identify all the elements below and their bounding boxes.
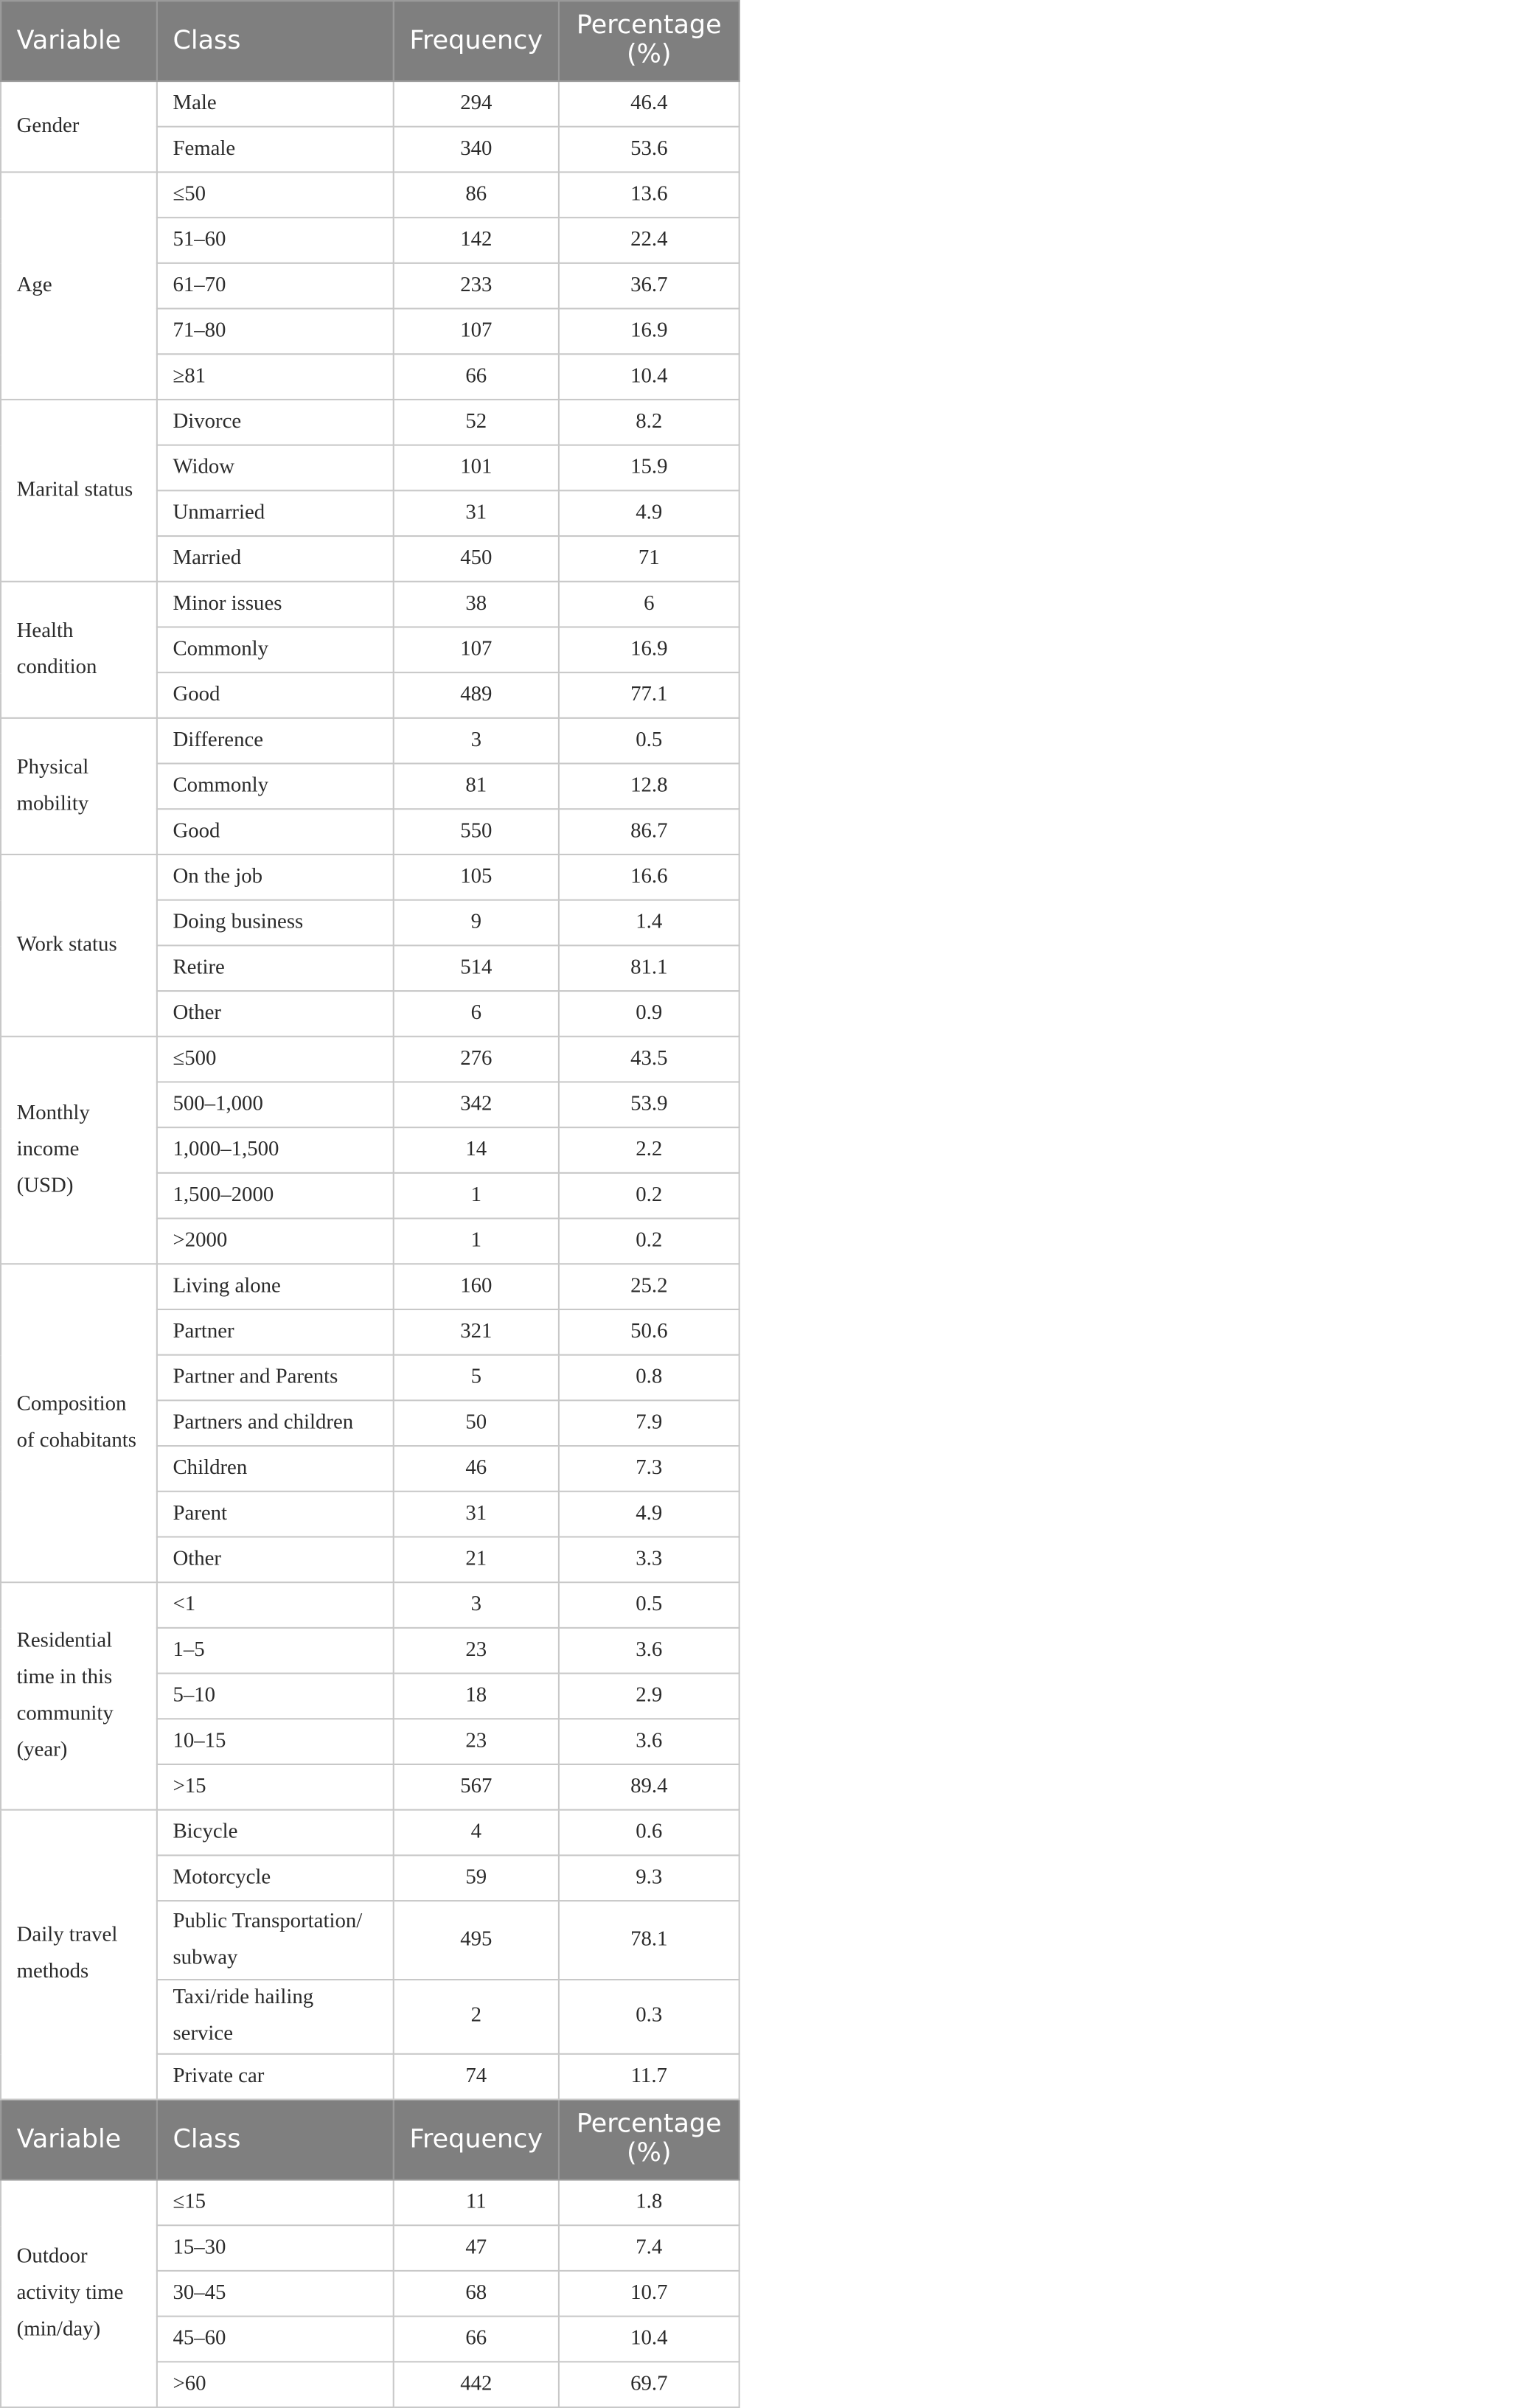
frequency-cell: 3 xyxy=(394,718,559,764)
variable-cell: Physical mobility xyxy=(1,718,157,855)
class-cell: On the job xyxy=(157,855,394,900)
table-row xyxy=(1,2180,740,2226)
variable-cell: Monthly income (USD) xyxy=(1,1037,157,1264)
class-cell: Private car xyxy=(157,2054,394,2100)
frequency-cell: 107 xyxy=(394,309,559,355)
class-cell: ≤50 xyxy=(157,172,394,218)
table-row xyxy=(1,582,740,627)
percentage-cell: 8.2 xyxy=(559,400,740,445)
class-cell: ≤500 xyxy=(157,1037,394,1082)
frequency-cell: 550 xyxy=(394,809,559,855)
frequency-cell: 31 xyxy=(394,1492,559,1537)
variable-cell: Composition of cohabitants xyxy=(1,1264,157,1582)
percentage-cell: 50.6 xyxy=(559,1309,740,1355)
class-cell: Commonly xyxy=(157,764,394,810)
frequency-cell: 38 xyxy=(394,582,559,627)
class-cell: Partner xyxy=(157,1309,394,1355)
class-cell: Good xyxy=(157,809,394,855)
class-cell: Living alone xyxy=(157,1264,394,1309)
frequency-cell: 342 xyxy=(394,1082,559,1127)
class-cell: Male xyxy=(157,81,394,127)
frequency-cell: 4 xyxy=(394,1810,559,1856)
variable-cell: Gender xyxy=(1,81,157,172)
percentage-cell: 16.9 xyxy=(559,309,740,355)
percentage-cell: 7.3 xyxy=(559,1446,740,1492)
percentage-cell: 0.6 xyxy=(559,1810,740,1856)
class-cell: Good xyxy=(157,672,394,718)
class-cell: 71–80 xyxy=(157,309,394,355)
percentage-cell: 12.8 xyxy=(559,764,740,810)
class-cell: Taxi/ride hailing service xyxy=(157,1980,394,2054)
frequency-cell: 101 xyxy=(394,445,559,491)
class-cell: Widow xyxy=(157,445,394,491)
variable-cell: Residential time in this community (year) xyxy=(1,1582,157,1810)
frequency-cell: 142 xyxy=(394,218,559,263)
frequency-cell: 450 xyxy=(394,536,559,582)
variable-cell: Age xyxy=(1,172,157,400)
frequency-cell: 14 xyxy=(394,1127,559,1173)
percentage-cell: 9.3 xyxy=(559,1855,740,1901)
class-cell: Female xyxy=(157,127,394,173)
variable-cell: Health condition xyxy=(1,582,157,718)
class-cell: ≥81 xyxy=(157,354,394,400)
class-cell: >15 xyxy=(157,1764,394,1810)
percentage-cell: 2.9 xyxy=(559,1674,740,1719)
class-cell: Public Transportation/ subway xyxy=(157,1901,394,1980)
frequency-cell: 495 xyxy=(394,1901,559,1980)
frequency-cell: 31 xyxy=(394,490,559,536)
percentage-cell: 71 xyxy=(559,536,740,582)
percentage-cell: 25.2 xyxy=(559,1264,740,1309)
percentage-cell: 10.7 xyxy=(559,2271,740,2317)
class-cell: Other xyxy=(157,1537,394,1582)
percentage-cell: 7.9 xyxy=(559,1400,740,1446)
table-row xyxy=(1,855,740,900)
header-frequency: Frequency xyxy=(394,2100,559,2180)
table-row xyxy=(1,400,740,445)
frequency-cell: 23 xyxy=(394,1719,559,1764)
percentage-cell: 36.7 xyxy=(559,263,740,309)
class-cell: 61–70 xyxy=(157,263,394,309)
frequency-cell: 2 xyxy=(394,1980,559,2054)
class-cell: <1 xyxy=(157,1582,394,1628)
percentage-cell: 77.1 xyxy=(559,672,740,718)
table-row xyxy=(1,1810,740,1856)
frequency-cell: 233 xyxy=(394,263,559,309)
class-cell: 5–10 xyxy=(157,1674,394,1719)
frequency-cell: 160 xyxy=(394,1264,559,1309)
percentage-cell: 0.9 xyxy=(559,991,740,1037)
frequency-cell: 86 xyxy=(394,172,559,218)
percentage-cell: 4.9 xyxy=(559,1492,740,1537)
percentage-cell: 0.5 xyxy=(559,718,740,764)
percentage-cell: 10.4 xyxy=(559,2317,740,2362)
percentage-cell: 0.2 xyxy=(559,1173,740,1219)
frequency-cell: 47 xyxy=(394,2225,559,2271)
class-cell: 15–30 xyxy=(157,2225,394,2271)
header-percentage: Percentage (%) xyxy=(559,1,740,81)
table-header-row-repeat xyxy=(1,2100,740,2180)
frequency-cell: 514 xyxy=(394,945,559,991)
frequency-cell: 23 xyxy=(394,1628,559,1674)
percentage-cell: 13.6 xyxy=(559,172,740,218)
percentage-cell: 2.2 xyxy=(559,1127,740,1173)
table-row xyxy=(1,1582,740,1628)
variable-cell: Daily travel methods xyxy=(1,1810,157,2100)
frequency-cell: 567 xyxy=(394,1764,559,1810)
class-cell: 45–60 xyxy=(157,2317,394,2362)
frequency-cell: 105 xyxy=(394,855,559,900)
class-cell: Divorce xyxy=(157,400,394,445)
frequency-cell: 74 xyxy=(394,2054,559,2100)
percentage-cell: 89.4 xyxy=(559,1764,740,1810)
percentage-cell: 16.9 xyxy=(559,627,740,672)
percentage-cell: 16.6 xyxy=(559,855,740,900)
class-cell: Unmarried xyxy=(157,490,394,536)
percentage-cell: 0.5 xyxy=(559,1582,740,1628)
frequency-cell: 442 xyxy=(394,2362,559,2407)
percentage-cell: 4.9 xyxy=(559,490,740,536)
class-cell: 10–15 xyxy=(157,1719,394,1764)
percentage-cell: 53.6 xyxy=(559,127,740,173)
class-cell: Parent xyxy=(157,1492,394,1537)
frequency-cell: 52 xyxy=(394,400,559,445)
frequency-cell: 68 xyxy=(394,2271,559,2317)
class-cell: Partners and children xyxy=(157,1400,394,1446)
variable-cell: Marital status xyxy=(1,400,157,582)
class-cell: Commonly xyxy=(157,627,394,672)
percentage-cell: 78.1 xyxy=(559,1901,740,1980)
header-variable: Variable xyxy=(1,1,157,81)
class-cell: 1,000–1,500 xyxy=(157,1127,394,1173)
table-row xyxy=(1,1264,740,1309)
table-row xyxy=(1,1037,740,1082)
class-cell: 30–45 xyxy=(157,2271,394,2317)
percentage-cell: 1.8 xyxy=(559,2180,740,2226)
percentage-cell: 6 xyxy=(559,582,740,627)
class-cell: 500–1,000 xyxy=(157,1082,394,1127)
frequency-cell: 1 xyxy=(394,1173,559,1219)
frequency-cell: 294 xyxy=(394,81,559,127)
class-cell: Doing business xyxy=(157,900,394,946)
percentage-cell: 15.9 xyxy=(559,445,740,491)
percentage-cell: 46.4 xyxy=(559,81,740,127)
percentage-cell: 3.6 xyxy=(559,1719,740,1764)
frequency-cell: 21 xyxy=(394,1537,559,1582)
header-percentage: Percentage (%) xyxy=(559,2100,740,2180)
class-cell: 1–5 xyxy=(157,1628,394,1674)
frequency-cell: 50 xyxy=(394,1400,559,1446)
frequency-cell: 107 xyxy=(394,627,559,672)
frequency-cell: 1 xyxy=(394,1219,559,1264)
table-row xyxy=(1,718,740,764)
percentage-cell: 0.8 xyxy=(559,1355,740,1401)
percentage-cell: 11.7 xyxy=(559,2054,740,2100)
frequency-cell: 340 xyxy=(394,127,559,173)
class-cell: Bicycle xyxy=(157,1810,394,1856)
class-cell: Children xyxy=(157,1446,394,1492)
percentage-cell: 7.4 xyxy=(559,2225,740,2271)
class-cell: >60 xyxy=(157,2362,394,2407)
frequency-cell: 276 xyxy=(394,1037,559,1082)
percentage-cell: 81.1 xyxy=(559,945,740,991)
frequency-cell: 46 xyxy=(394,1446,559,1492)
variable-cell: Work status xyxy=(1,855,157,1037)
percentage-cell: 3.6 xyxy=(559,1628,740,1674)
percentage-cell: 43.5 xyxy=(559,1037,740,1082)
class-cell: Retire xyxy=(157,945,394,991)
class-cell: Married xyxy=(157,536,394,582)
table-row xyxy=(1,81,740,127)
frequency-cell: 11 xyxy=(394,2180,559,2226)
percentage-cell: 0.3 xyxy=(559,1980,740,2054)
table-header-row xyxy=(1,1,740,81)
frequency-cell: 6 xyxy=(394,991,559,1037)
frequency-cell: 66 xyxy=(394,354,559,400)
percentage-cell: 22.4 xyxy=(559,218,740,263)
frequency-cell: 3 xyxy=(394,1582,559,1628)
frequency-cell: 59 xyxy=(394,1855,559,1901)
table-row xyxy=(1,172,740,218)
percentage-cell: 1.4 xyxy=(559,900,740,946)
frequency-cell: 18 xyxy=(394,1674,559,1719)
class-cell: 1,500–2000 xyxy=(157,1173,394,1219)
percentage-cell: 0.2 xyxy=(559,1219,740,1264)
frequency-cell: 321 xyxy=(394,1309,559,1355)
class-cell: ≤15 xyxy=(157,2180,394,2226)
percentage-cell: 53.9 xyxy=(559,1082,740,1127)
header-class: Class xyxy=(157,1,394,81)
class-cell: Motorcycle xyxy=(157,1855,394,1901)
frequency-cell: 5 xyxy=(394,1355,559,1401)
demographics-table xyxy=(0,0,740,2408)
percentage-cell: 10.4 xyxy=(559,354,740,400)
frequency-cell: 489 xyxy=(394,672,559,718)
class-cell: Minor issues xyxy=(157,582,394,627)
header-variable: Variable xyxy=(1,2100,157,2180)
percentage-cell: 69.7 xyxy=(559,2362,740,2407)
header-frequency: Frequency xyxy=(394,1,559,81)
header-class: Class xyxy=(157,2100,394,2180)
percentage-cell: 3.3 xyxy=(559,1537,740,1582)
variable-cell: Outdoor activity time (min/day) xyxy=(1,2180,157,2408)
frequency-cell: 9 xyxy=(394,900,559,946)
percentage-cell: 86.7 xyxy=(559,809,740,855)
class-cell: Other xyxy=(157,991,394,1037)
class-cell: Difference xyxy=(157,718,394,764)
class-cell: >2000 xyxy=(157,1219,394,1264)
frequency-cell: 81 xyxy=(394,764,559,810)
class-cell: 51–60 xyxy=(157,218,394,263)
frequency-cell: 66 xyxy=(394,2317,559,2362)
class-cell: Partner and Parents xyxy=(157,1355,394,1401)
